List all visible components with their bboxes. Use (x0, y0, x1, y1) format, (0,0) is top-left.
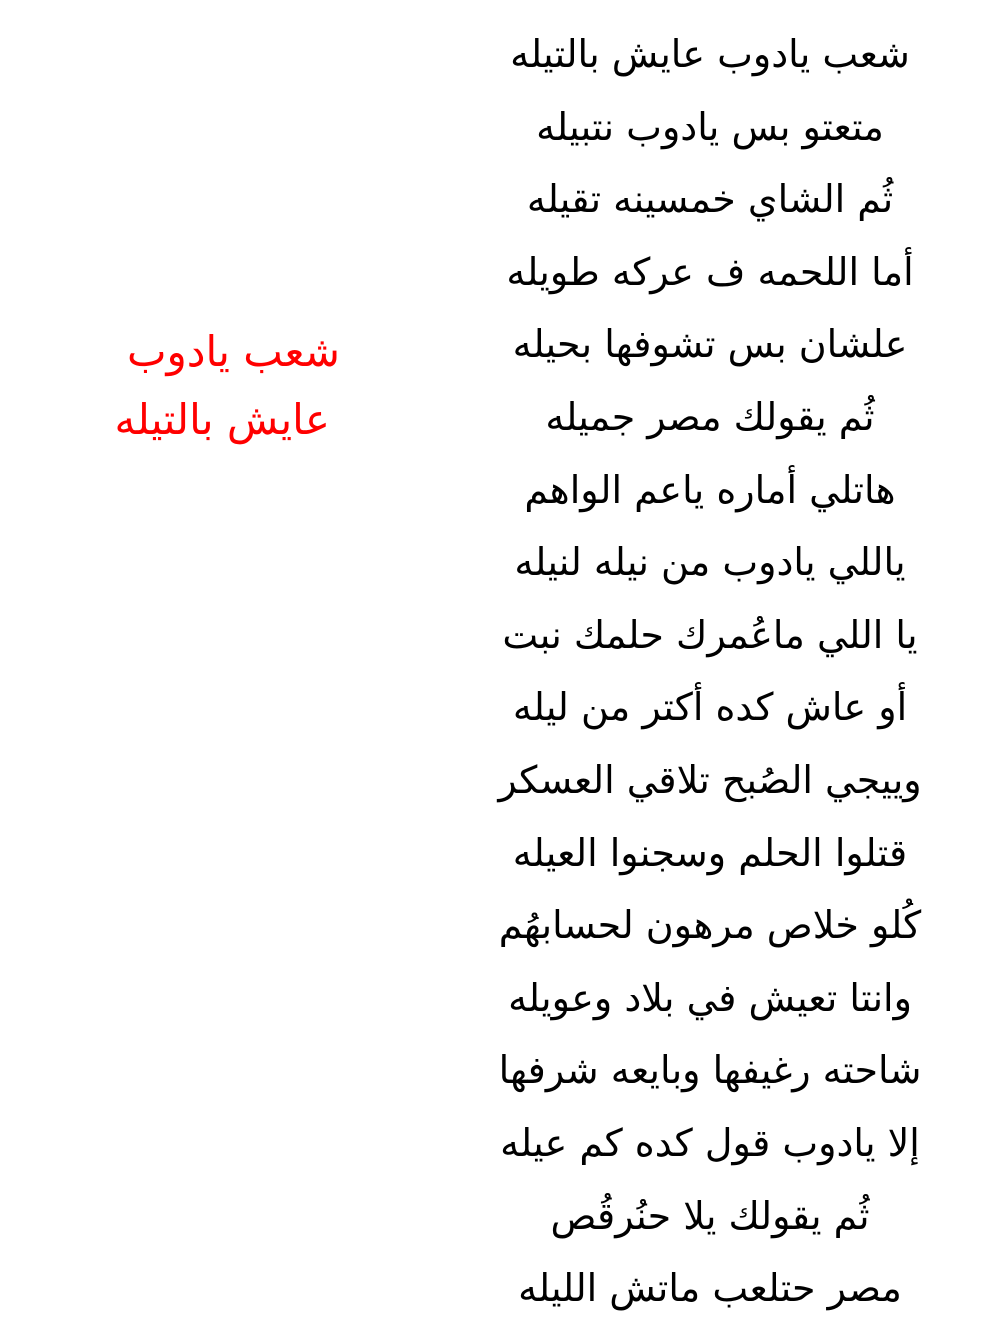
verse-line: قتلوا الحلم وسجنوا العيله (512, 830, 908, 875)
verse-line: كُلو خلاص مرهون لحسابهُم (498, 903, 922, 948)
verse-line: ثُم يقولك يلا حنُرقُص (550, 1193, 870, 1238)
verse-line: مصر حتلعب ماتش الليله (518, 1266, 902, 1311)
verse-line: ثُم يقولك مصر جميله (545, 394, 875, 439)
verse-line: إلا يادوب قول كده كم عيله (500, 1120, 920, 1165)
verse-line: يا اللي ماعُمرك حلمك نبت (502, 612, 918, 657)
verse-line: أما اللحمه ف عركه طويله (506, 249, 914, 294)
verse-line: ثُم الشاي خمسينه تقيله (526, 177, 894, 222)
verse-line: وييجي الصُبح تلاقي العسكر (498, 757, 922, 802)
verse-line: متعتو بس يادوب نتبيله (536, 104, 884, 149)
verse-line: هاتلي أماره ياعم الواهم (524, 467, 896, 512)
poem-verses (470, 18, 950, 1325)
verse-line: شعب يادوب عايش بالتيله (510, 32, 910, 76)
poem-title (60, 318, 360, 454)
verse-line: شاحته رغيفها وبايعه شرفها (498, 1048, 922, 1093)
verse-line: وانتا تعيش في بلاد وعويله (508, 975, 912, 1020)
verse-line: أو عاش كده أكتر من ليله (512, 685, 908, 730)
verse-line: علشان بس تشوفها بحيله (512, 322, 908, 367)
title-line-2: عايش بالتيله (114, 395, 330, 444)
title-line-1: شعب يادوب (126, 327, 340, 376)
verse-line: ياللي يادوب من نيله لنيله (514, 540, 906, 585)
